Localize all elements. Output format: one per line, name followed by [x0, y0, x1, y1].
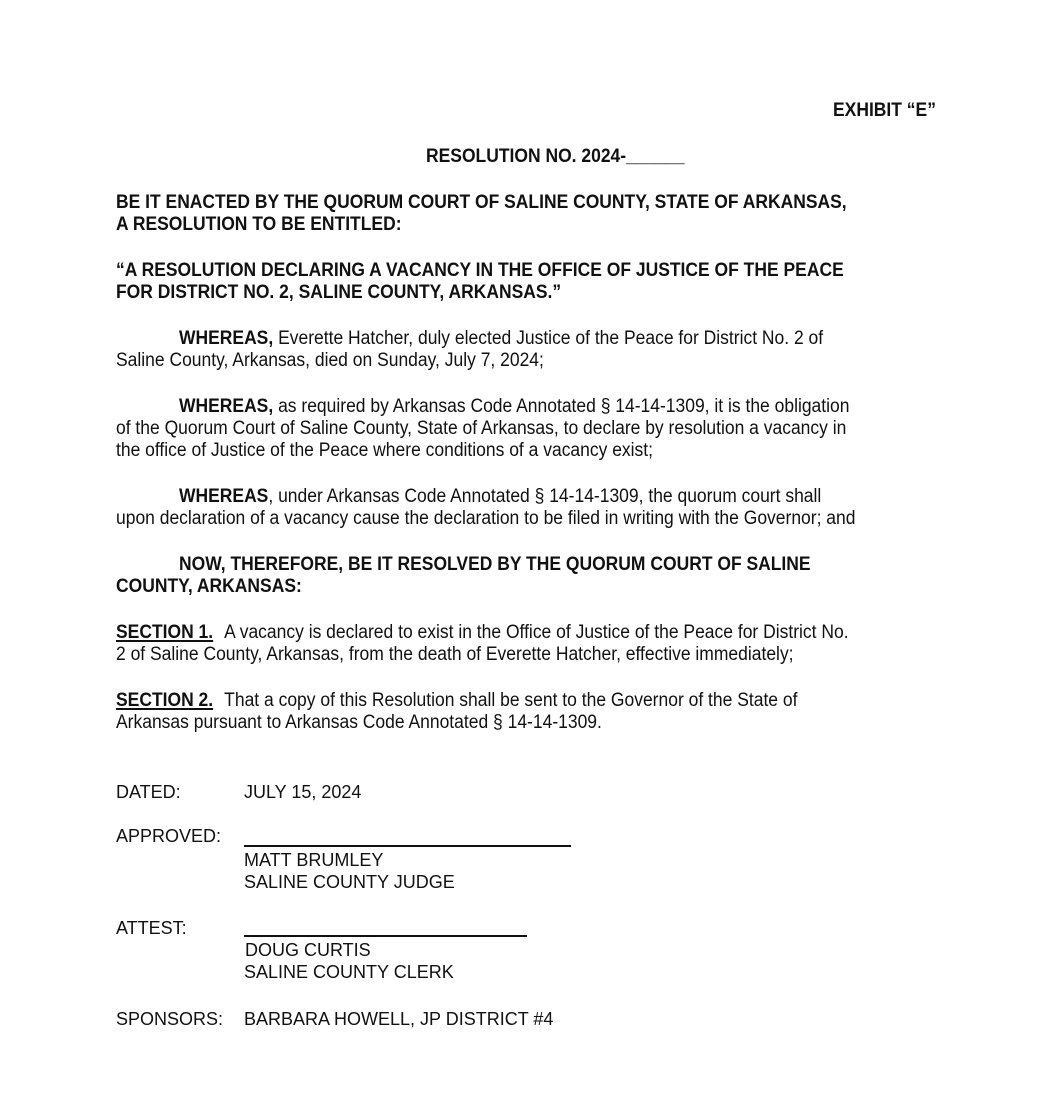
enacting-clause-line-2: A RESOLUTION TO BE ENTITLED: [116, 214, 402, 235]
whereas-3-line-2: upon declaration of a vacancy cause the declaration to be filed in writing with the Governor; and [116, 508, 856, 529]
resolution-title-line-2: FOR DISTRICT NO. 2, SALINE COUNTY, ARKANSAS.” [116, 282, 562, 303]
dated-label: DATED: [116, 782, 181, 802]
whereas-3-lead: WHEREAS [179, 486, 269, 507]
resolution-title-line-1: “A RESOLUTION DECLARING A VACANCY IN THE OFFICE OF JUSTICE OF THE PEACE [116, 260, 844, 281]
sponsors-label: SPONSORS: [116, 1009, 224, 1029]
attest-title: SALINE COUNTY CLERK [244, 962, 454, 982]
approved-name: MATT BRUMLEY [244, 850, 384, 870]
section-1-line-1 [116, 622, 849, 644]
section-1-text: A vacancy is declared to exist in the Office of Justice of the Peace for District No. [224, 622, 849, 643]
whereas-1-lead: WHEREAS, [179, 328, 274, 349]
section-2-line-1 [116, 690, 797, 712]
attest-label: ATTEST: [116, 918, 187, 938]
whereas-2-lead: WHEREAS, [179, 396, 274, 417]
section-1-line-2: 2 of Saline County, Arkansas, from the death of Everette Hatcher, effective immediately; [116, 644, 794, 665]
section-2-line-2: Arkansas pursuant to Arkansas Code Annotated § 14-14-1309. [116, 712, 602, 733]
whereas-2-line-3: the office of Justice of the Peace where conditions of a vacancy exist; [116, 440, 654, 461]
section-2-text: That a copy of this Resolution shall be sent to the Governor of the State of [224, 690, 798, 711]
dated-value: JULY 15, 2024 [244, 782, 362, 802]
whereas-1-text: Everette Hatcher, duly elected Justice of the Peace for District No. 2 of [273, 328, 824, 349]
approved-title: SALINE COUNTY JUDGE [244, 872, 455, 892]
exhibit-label: EXHIBIT “E” [833, 100, 936, 121]
whereas-3-line-1 [179, 486, 821, 508]
approved-signature-line [244, 845, 571, 847]
whereas-2-line-1 [179, 396, 849, 418]
attest-name: DOUG CURTIS [245, 940, 371, 960]
resolved-clause-line-2: COUNTY, ARKANSAS: [116, 576, 302, 597]
whereas-2-text: as required by Arkansas Code Annotated § 14-14-1309, it is the obligation [273, 396, 850, 417]
attest-signature-line [244, 935, 527, 937]
whereas-1-line-1 [179, 328, 823, 350]
resolution-number: RESOLUTION NO. 2024-______ [426, 146, 685, 167]
whereas-2-line-2: of the Quorum Court of Saline County, State of Arkansas, to declare by resolution a vacancy in [116, 418, 847, 439]
resolved-clause-line-1: NOW, THEREFORE, BE IT RESOLVED BY THE QUORUM COURT OF SALINE [179, 554, 811, 575]
whereas-1-line-2: Saline County, Arkansas, died on Sunday, July 7, 2024; [116, 350, 544, 371]
approved-label: APPROVED: [116, 826, 222, 846]
section-2-heading: SECTION 2. [116, 690, 214, 711]
enacting-clause-line-1: BE IT ENACTED BY THE QUORUM COURT OF SALINE COUNTY, STATE OF ARKANSAS, [116, 192, 847, 213]
sponsors-value: BARBARA HOWELL, JP DISTRICT #4 [244, 1009, 554, 1029]
section-1-heading: SECTION 1. [116, 622, 214, 643]
whereas-3-text: , under Arkansas Code Annotated § 14-14-1309, the quorum court shall [268, 486, 822, 507]
